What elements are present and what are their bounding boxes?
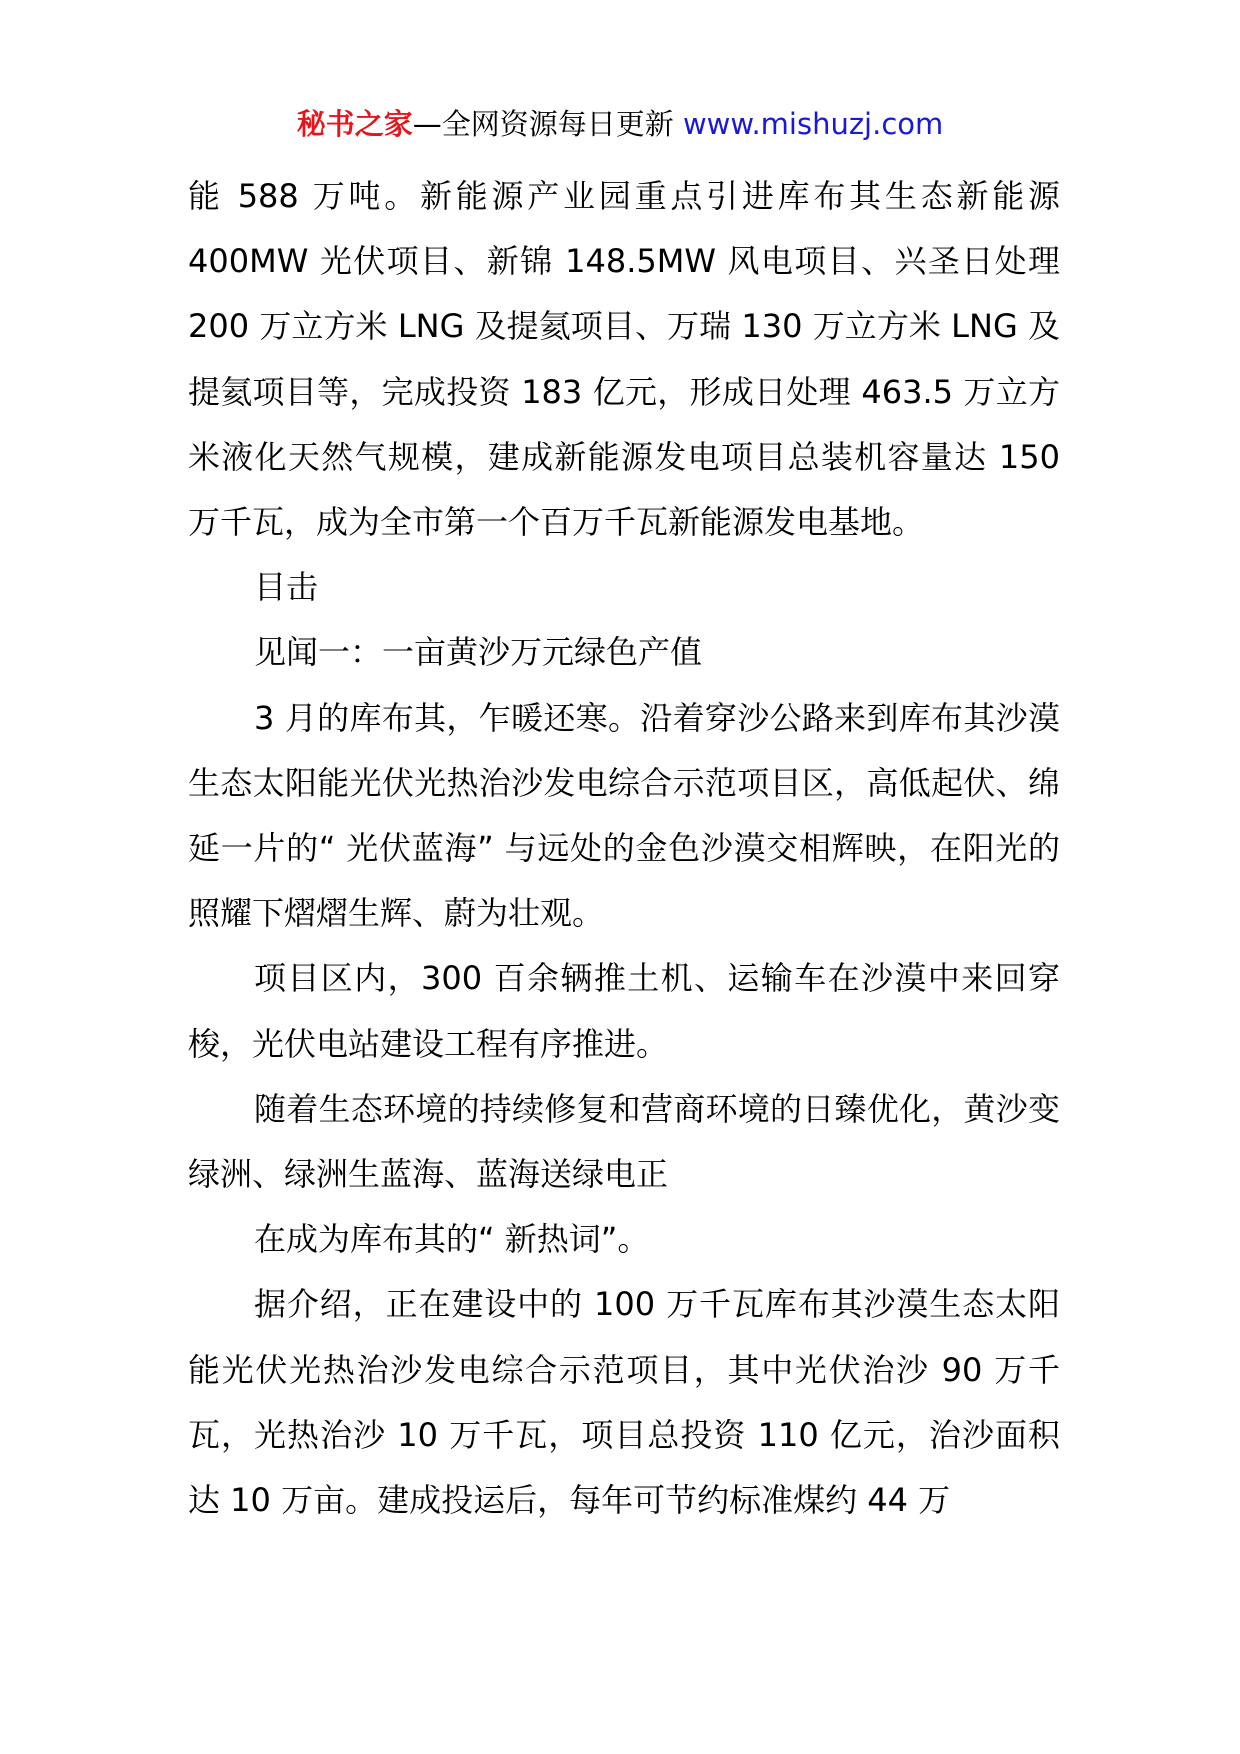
subheading-observation-one: 见闻一：一亩黄沙万元绿色产值 (254, 633, 703, 672)
brand-name: 秘书之家 (296, 107, 413, 141)
paragraph-continuation: 能 588 万吨。新能源产业园重点引进库布其生态新能源 400MW 光伏项目、新锦 148.5MW 风电项目、兴圣日处理 200 万立方米 LNG 及提氦项目、万瑞 130 万立方米 LNG 及提氦项目等，完成投资 183 亿元，形成日处理 463.5 万立方米液化天然气规模，建成新能源发电项目总装机容量达 150 万千瓦，成为全市第一个百万千瓦新能源发电基地。 (188, 177, 1060, 542)
paragraph: 据介绍，正在建设中的 100 万千瓦库布其沙漠生态太阳能光伏光热治沙发电综合示范项目，其中光伏治沙 90 万千瓦，光热治沙 10 万千瓦，项目总投资 110 亿元，治沙面积达 10 万亩。建成投运后，每年可节约标准煤约 44 万 (188, 1285, 1060, 1520)
document-body (188, 164, 1060, 1533)
site-url-link[interactable]: www.mishuzj.com (682, 107, 944, 141)
site-header (0, 102, 1240, 146)
section-heading-witness: 目击 (254, 568, 319, 607)
paragraph: 项目区内，300 百余辆推土机、运输车在沙漠中来回穿梭，光伏电站建设工程有序推进。 (188, 959, 1060, 1063)
paragraph: 3 月的库布其，乍暖还寒。沿着穿沙公路来到库布其沙漠生态太阳能光伏光热治沙发电综合示范项目区，高低起伏、绵延一片的“ 光伏蓝海” 与远处的金色沙漠交相辉映，在阳光的照耀下熠熠生辉、蔚为壮观。 (188, 698, 1060, 933)
paragraph: 在成为库布其的“ 新热词”。 (254, 1220, 650, 1259)
paragraph: 随着生态环境的持续修复和营商环境的日臻优化，黄沙变绿洲、绿洲生蓝海、蓝海送绿电正 (188, 1089, 1060, 1194)
header-tagline: —全网资源每日更新 (412, 107, 683, 141)
